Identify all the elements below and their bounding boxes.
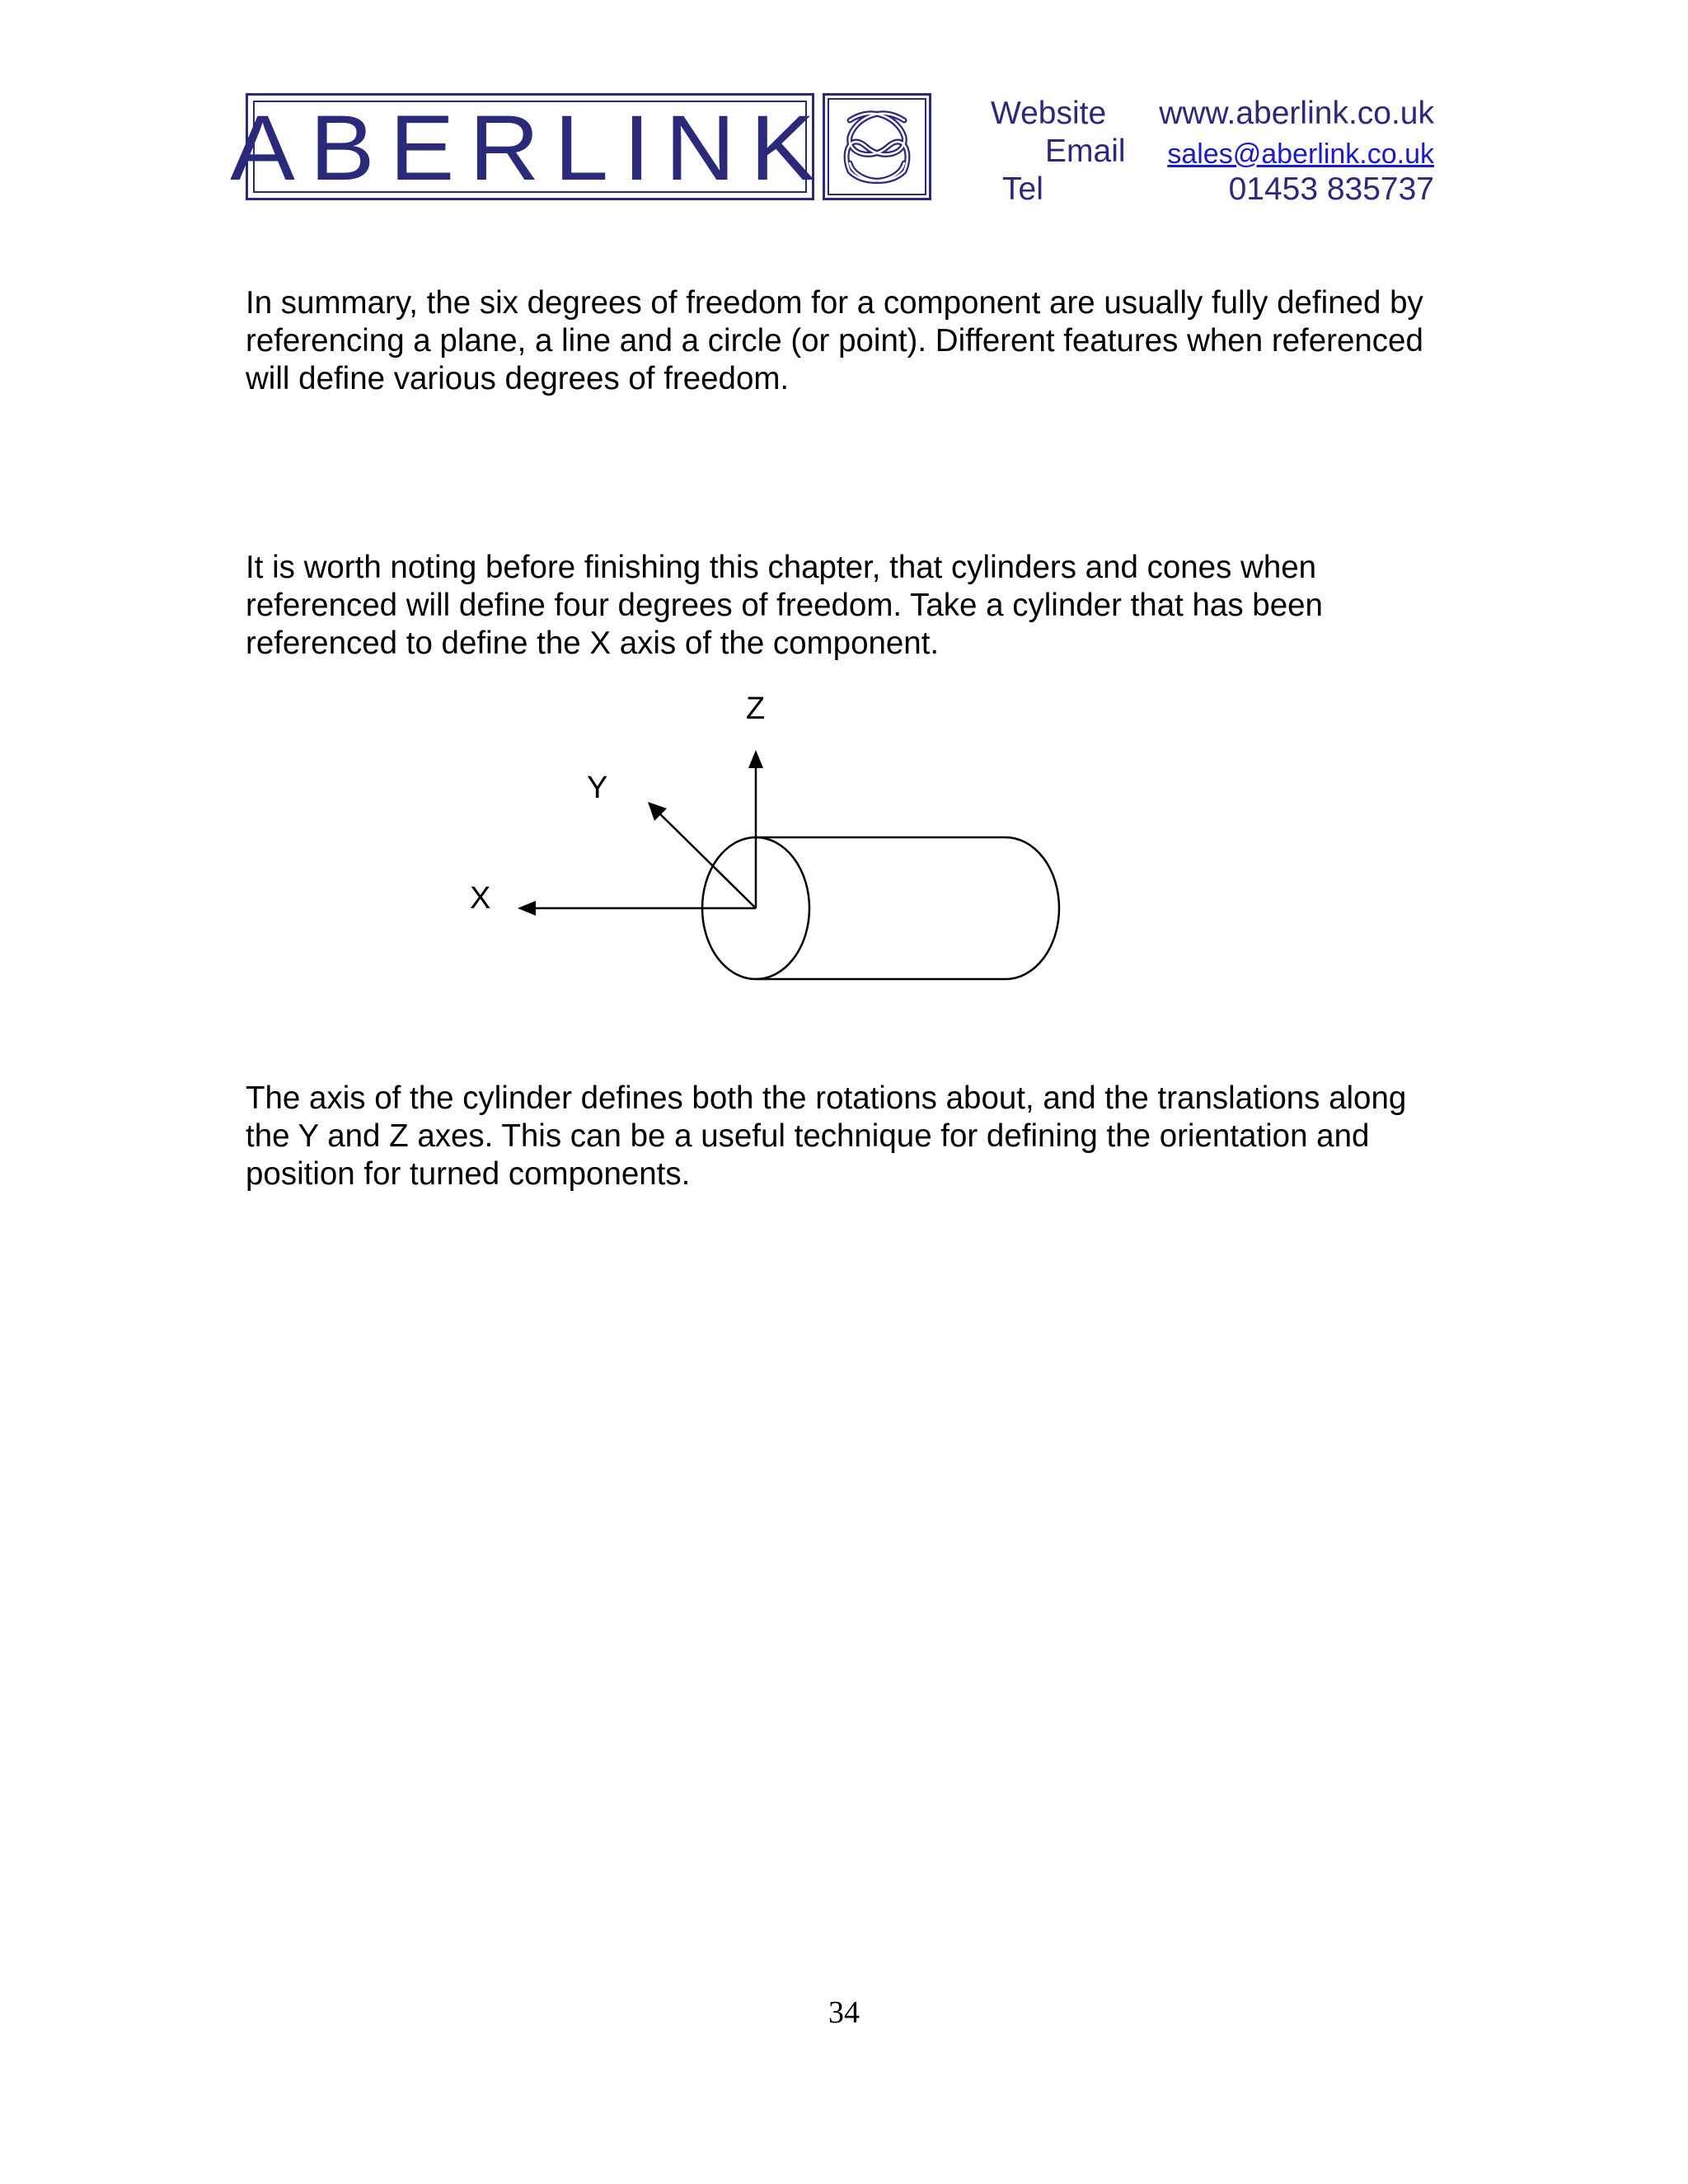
logo-text: ABERLINK	[230, 96, 830, 200]
paragraph-summary: In summary, the six degrees of freedom for a component are usually fully defined by referencing a plane, a line and a circle (or point). Different features when referenced will define various degrees of freedom.	[246, 285, 1423, 396]
email-row	[973, 134, 1434, 173]
aberlink-logo	[230, 93, 935, 204]
website-label: Website	[991, 96, 1107, 131]
email-link[interactable]: sales@aberlink.co.uk	[1167, 138, 1434, 170]
logo-wordmark	[230, 93, 830, 200]
x-axis-label: X	[470, 881, 491, 916]
email-label: Email	[1045, 134, 1126, 169]
paragraph-axis: The axis of the cylinder defines both the rotations about, and the translations along the Y and Z axes. This can be a useful technique for defining the orientation and position for turned components.	[246, 1080, 1407, 1192]
cylinder-axes-diagram	[445, 676, 1170, 1022]
y-axis-arrow	[654, 808, 756, 908]
tel-value: 01453 835737	[1228, 171, 1434, 207]
z-axis-label: Z	[746, 691, 766, 726]
page-number: 34	[828, 1995, 860, 2030]
paragraph-cylinders: It is worth noting before finishing this chapter, that cylinders and cones when referenced will define four degrees of freedom. Take a cylinder that has been referenced to define the X axis of the component.	[246, 550, 1323, 661]
tel-label: Tel	[1002, 171, 1043, 207]
website-link[interactable]: www.aberlink.co.uk	[1159, 96, 1434, 131]
y-axis-label: Y	[587, 771, 608, 805]
tel-row	[973, 171, 1434, 211]
website-row	[973, 96, 1434, 135]
celtic-knot-icon	[823, 93, 931, 200]
